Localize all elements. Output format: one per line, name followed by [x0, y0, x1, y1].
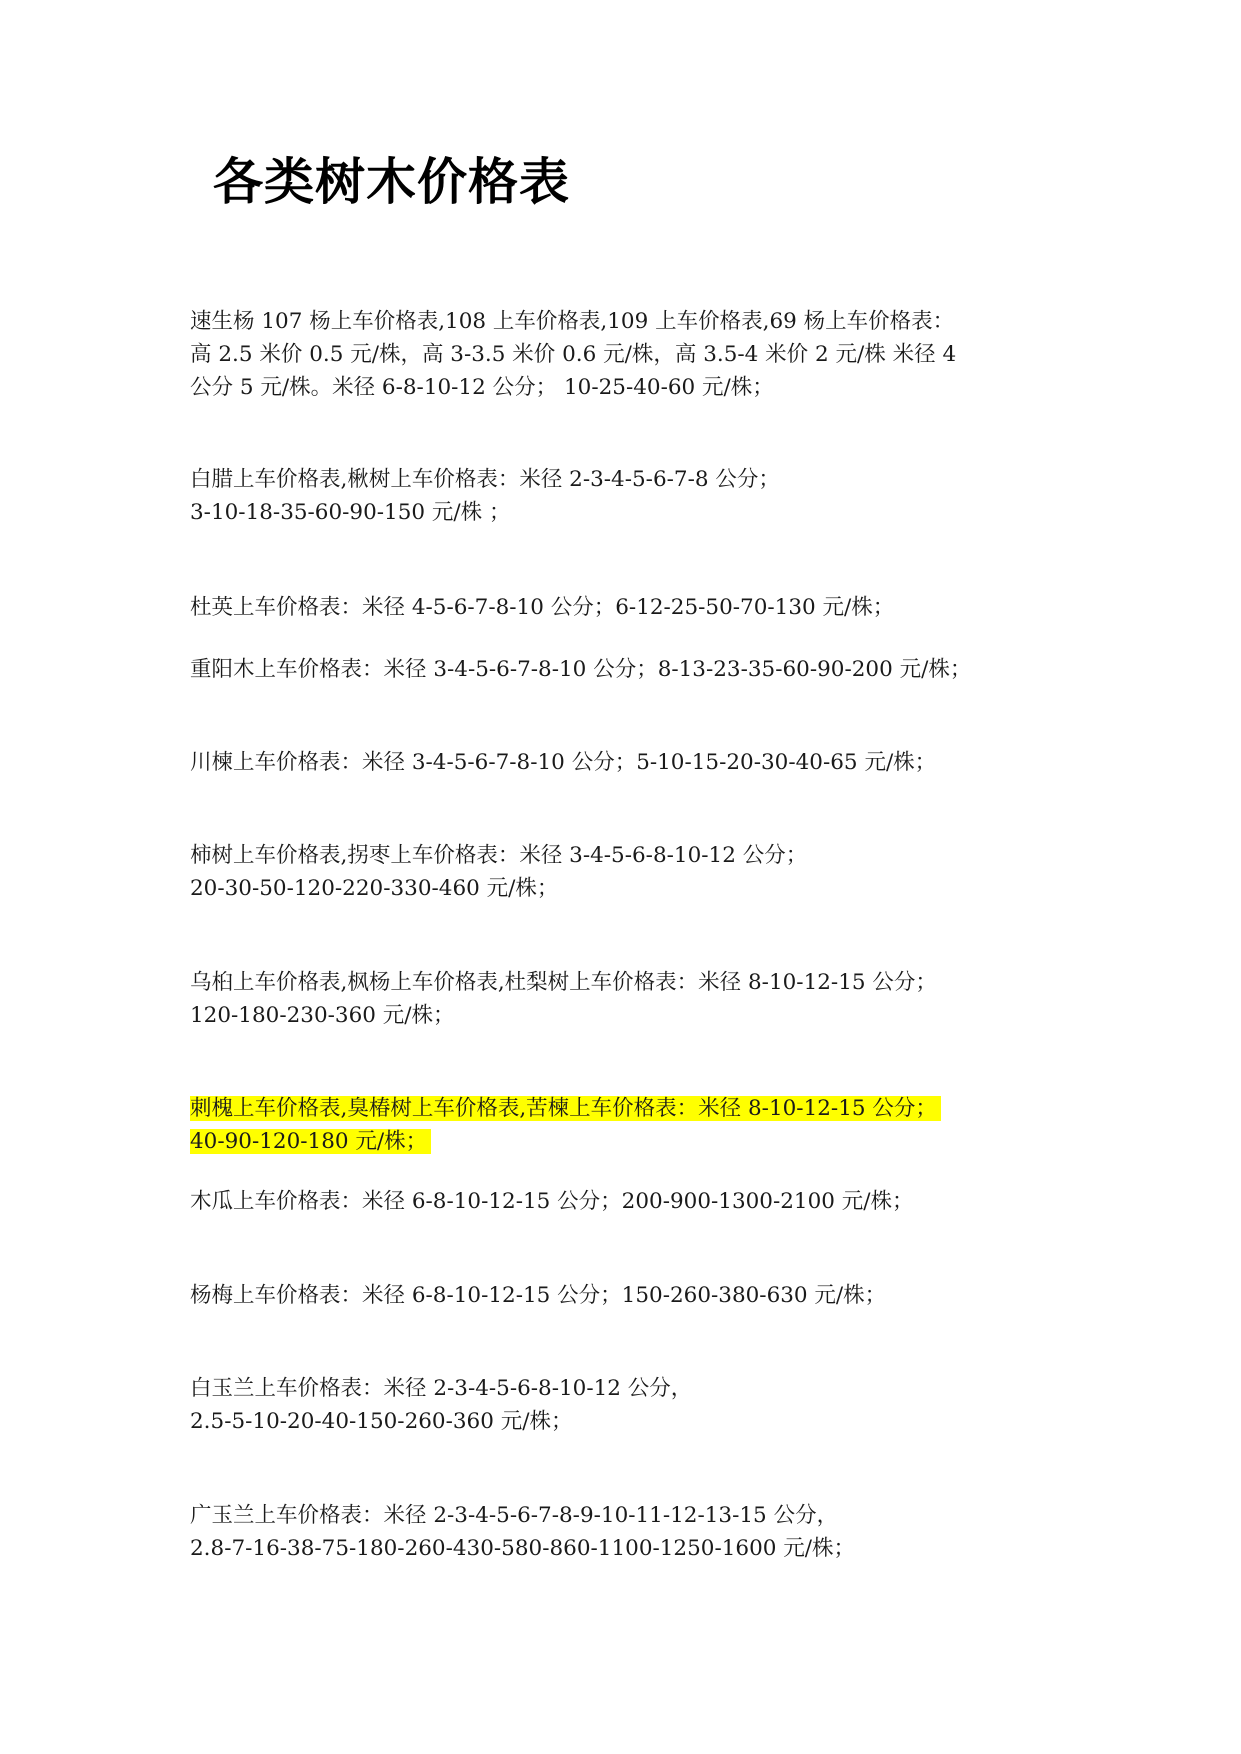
entry-line-wrap [190, 1125, 1070, 1158]
entry-line: 2.8-7-16-38-75-180-260-430-580-860-1100-1250-1600 元/株； [190, 1536, 856, 1561]
price-entry-bischofia [190, 653, 1070, 686]
price-entry-poplar [190, 305, 1070, 404]
entry-line: 120-180-230-360 元/株； [190, 1003, 455, 1028]
price-entry-tallow [190, 966, 1070, 1032]
entry-line: 白玉兰上车价格表：米径 2-3-4-5-6-8-10-12 公分， [190, 1376, 693, 1401]
entry-line: 木瓜上车价格表：米径 6-8-10-12-15 公分；200-900-1300-2100 元/株； [190, 1189, 914, 1214]
entry-line: 速生杨 107 杨上车价格表,108 上车价格表,109 上车价格表,69 杨上车价格表： [190, 309, 955, 334]
price-entry-southern-magnolia [190, 1499, 1070, 1565]
entry-line: 柿树上车价格表,拐枣上车价格表：米径 3-4-5-6-8-10-12 公分； [190, 843, 808, 868]
price-entry-yulan-magnolia [190, 1372, 1070, 1438]
entry-line: 公分 5 元/株。米径 6-8-10-12 公分； 10-25-40-60 元/株； [190, 375, 774, 400]
entry-line: 杜英上车价格表：米径 4-5-6-7-8-10 公分；6-12-25-50-70-130 元/株； [190, 595, 895, 620]
entry-line: 高 2.5 米价 0.5 元/株，高 3-3.5 米价 0.6 元/株，高 3.5-4 米价 2 元/株 米径 4 [190, 342, 957, 367]
price-entry-chinaberry [190, 746, 1070, 779]
price-entry-elaeocarpus [190, 591, 1070, 624]
entry-line: 3-10-18-35-60-90-150 元/株 ； [190, 500, 511, 525]
entry-line: 白腊上车价格表,楸树上车价格表：米径 2-3-4-5-6-7-8 公分； [190, 467, 780, 492]
highlighted-text: 40-90-120-180 元/株； [190, 1129, 431, 1154]
entry-line: 乌桕上车价格表,枫杨上车价格表,杜梨树上车价格表：米径 8-10-12-15 公分； [190, 970, 937, 995]
entry-line: 杨梅上车价格表：米径 6-8-10-12-15 公分；150-260-380-630 元/株； [190, 1283, 887, 1308]
highlighted-text: 刺槐上车价格表,臭椿树上车价格表,苦楝上车价格表：米径 8-10-12-15 公分； [190, 1096, 941, 1121]
price-entry-ash [190, 463, 1070, 529]
entry-line: 2.5-5-10-20-40-150-260-360 元/株； [190, 1409, 573, 1434]
price-entry-quince [190, 1185, 1070, 1218]
price-entry-bayberry [190, 1279, 1070, 1312]
entry-line: 20-30-50-120-220-330-460 元/株； [190, 876, 559, 901]
page-title: 各类树木价格表 [213, 153, 570, 211]
entry-line: 川楝上车价格表：米径 3-4-5-6-7-8-10 公分；5-10-15-20-30-40-65 元/株； [190, 750, 937, 775]
entry-line: 广玉兰上车价格表：米径 2-3-4-5-6-7-8-9-10-11-12-13-15 公分， [190, 1503, 839, 1528]
price-entry-locust-highlighted [190, 1092, 1070, 1158]
entry-line: 重阳木上车价格表：米径 3-4-5-6-7-8-10 公分；8-13-23-35-60-90-200 元/株； [190, 657, 972, 682]
price-entry-persimmon [190, 839, 1070, 905]
entry-line-wrap [190, 1092, 1070, 1125]
